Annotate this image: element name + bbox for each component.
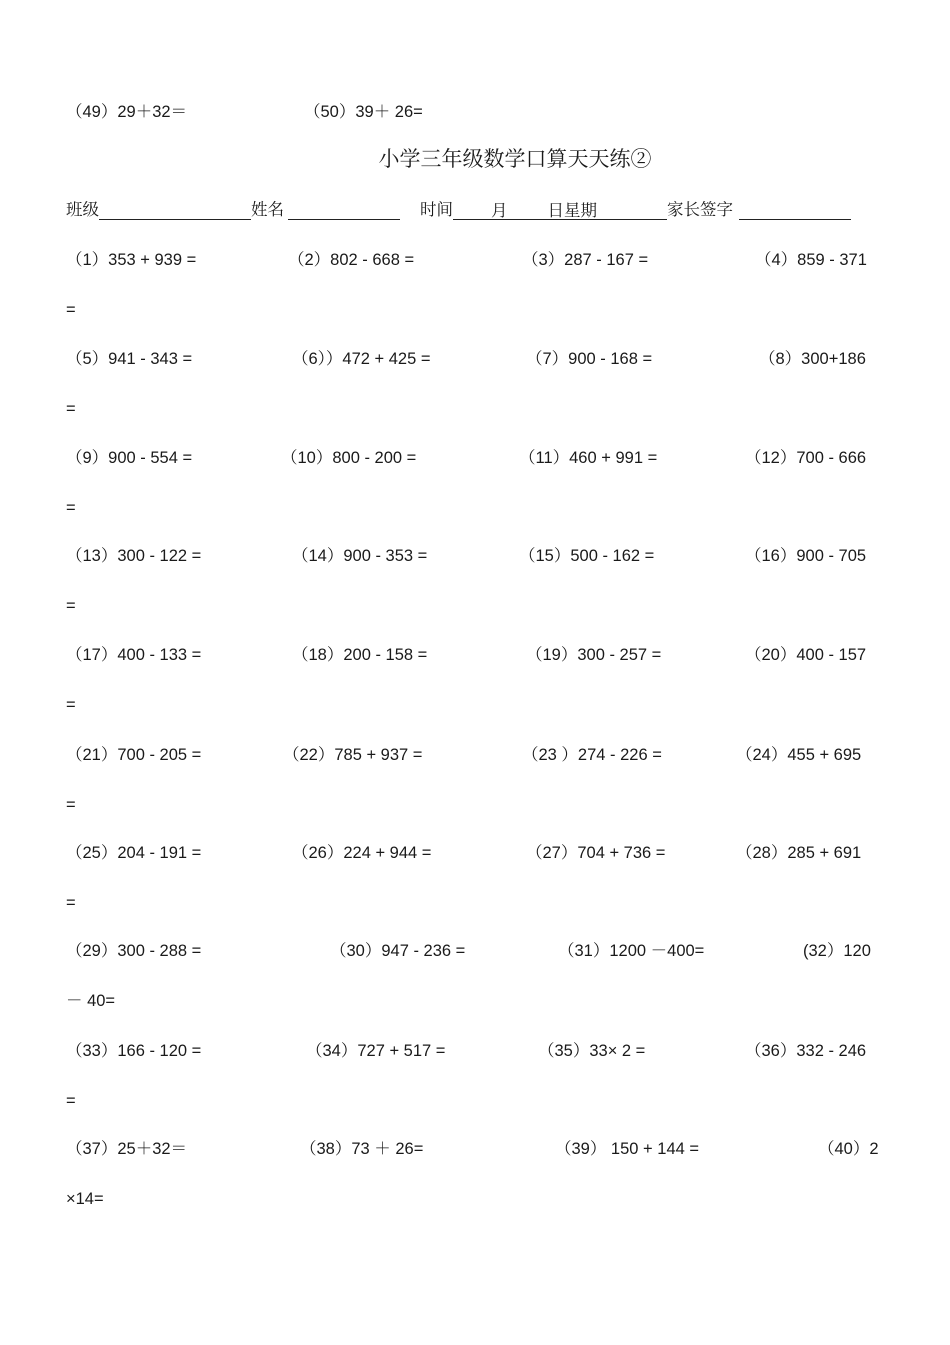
problem-item: （36）332 - 246 (745, 1042, 867, 1060)
parent-sign-blank (739, 201, 851, 220)
problem-continuation: = (66, 499, 76, 517)
problem-item: （30）947 - 236 = (330, 942, 466, 960)
problem-continuation: = (66, 301, 76, 319)
problem-item: （8）300+186 (759, 350, 866, 368)
month-blank (508, 201, 548, 220)
problem-50: （50）39＋ 26= (304, 103, 423, 121)
weekday-blank (597, 201, 667, 220)
problem-continuation: = (66, 400, 76, 418)
month-label: 月 (491, 201, 508, 220)
problem-item: （7）900 - 168 = (526, 350, 653, 368)
problem-item: （24）455 + 695 (736, 746, 862, 764)
parent-sign-label: 家长签字 (667, 200, 733, 219)
problem-item: (32）120 (803, 942, 871, 960)
problem-item: （35）33× 2 = (538, 1042, 646, 1060)
problem-item: （4）859 - 371 (755, 251, 867, 269)
problem-item: （3）287 - 167 = (522, 251, 649, 269)
problem-item: （31）1200 －400= (558, 942, 705, 960)
problem-item: （6））472 + 425 = (292, 350, 431, 368)
problem-continuation: = (66, 796, 76, 814)
problem-item: （10）800 - 200 = (281, 449, 417, 467)
problem-item: （39） 150 + 144 = (555, 1140, 700, 1158)
student-info-line (66, 200, 851, 220)
problem-item: （17）400 - 133 = (66, 646, 202, 664)
problem-item: （2）802 - 668 = (288, 251, 415, 269)
problem-item: （33）166 - 120 = (66, 1042, 202, 1060)
problem-continuation: = (66, 894, 76, 912)
problem-item: （18）200 - 158 = (292, 646, 428, 664)
problem-item: （27）704 + 736 = (526, 844, 666, 862)
problem-item: （29）300 - 288 = (66, 942, 202, 960)
problem-item: （1）353 + 939 = (66, 251, 197, 269)
problem-item: （22）785 + 937 = (283, 746, 423, 764)
class-label: 班级 (66, 200, 99, 219)
problem-item: （28）285 + 691 (736, 844, 862, 862)
problem-item: （11）460 + 991 = (519, 449, 658, 467)
problem-item: （13）300 - 122 = (66, 547, 202, 565)
problem-continuation: = (66, 597, 76, 615)
problem-item: （19）300 - 257 = (526, 646, 662, 664)
day-week-label: 日星期 (547, 201, 597, 220)
problem-item: （9）900 - 554 = (66, 449, 193, 467)
problem-item: （16）900 - 705 (745, 547, 867, 565)
problem-item: （21）700 - 205 = (66, 746, 202, 764)
name-blank (288, 201, 400, 220)
problem-item: （15）500 - 162 = (519, 547, 655, 565)
problem-continuation: = (66, 696, 76, 714)
problem-item: （14）900 - 353 = (292, 547, 428, 565)
problem-item: （12）700 - 666 (745, 449, 867, 467)
problem-item: （26）224 + 944 = (292, 844, 432, 862)
problem-item: （20）400 - 157 (745, 646, 867, 664)
problem-item: （38）73 ＋ 26= (300, 1140, 424, 1158)
problem-continuation: － 40= (66, 992, 116, 1010)
problem-item: （34）727 + 517 = (306, 1042, 446, 1060)
problem-continuation: ×14= (66, 1190, 104, 1208)
class-blank (99, 201, 251, 220)
time-blank (453, 201, 491, 220)
problem-item: （37）25＋32＝ (66, 1140, 188, 1158)
problem-item: （25）204 - 191 = (66, 844, 202, 862)
problem-49: （49）29＋32＝ (66, 103, 188, 121)
problem-item: （5）941 - 343 = (66, 350, 193, 368)
time-label: 时间 (420, 200, 453, 219)
page-title: 小学三年级数学口算天天练② (378, 147, 652, 171)
problem-continuation: = (66, 1092, 76, 1110)
name-label: 姓名 (251, 200, 284, 219)
problem-item: （40）2 (818, 1140, 879, 1158)
problem-item: （23 ）274 - 226 = (522, 746, 662, 764)
